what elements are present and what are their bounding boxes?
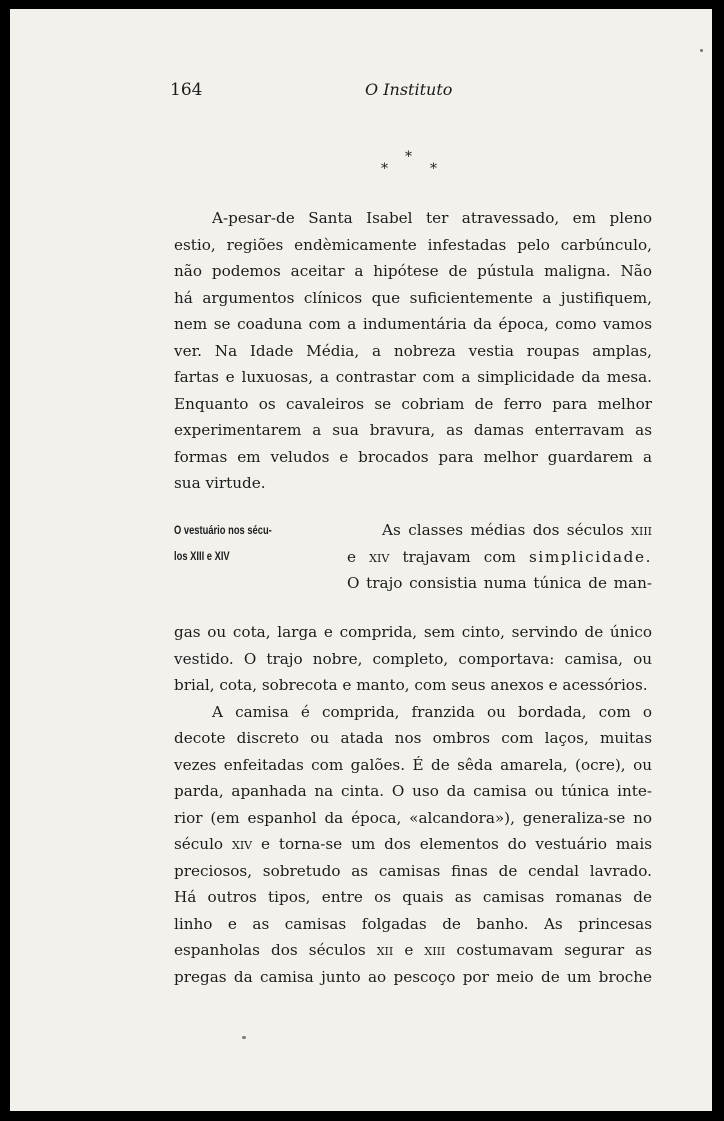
text-line: linho e as camisas folgadas de banho. As princesas — [174, 914, 652, 933]
text-line — [174, 831, 652, 858]
text-line: pregas da camisa junto ao pescoço por meio de um broche — [174, 967, 652, 986]
text-line: vestido. O trajo nobre, completo, comportava: camisa, ou — [174, 649, 652, 668]
ink-speck — [242, 1036, 246, 1039]
text-segment: espanholas dos séculos — [174, 941, 366, 959]
text-line: experimentarem a sua bravura, as damas enterravam as — [174, 421, 652, 439]
asterisk-right: * — [430, 161, 437, 177]
text-line: vezes enfeitadas com galões. É de sêda amarela, (ocre), ou — [174, 755, 652, 774]
roman-numeral: xiii — [424, 941, 446, 959]
marginal-heading-line: O vestuário nos sécu- — [174, 523, 272, 537]
text-line: não podemos aceitar a hipótese de pústula maligna. Não — [174, 262, 652, 280]
text-line: brial, cota, sobrecota e manto, com seus anexos e acessórios. — [174, 676, 648, 694]
text-segment: e — [347, 547, 356, 566]
text-line: formas em veludos e brocados para melhor guardarem a — [174, 447, 652, 466]
text-line: A camisa é comprida, franzida ou bordada, com o — [212, 702, 652, 721]
text-line: Enquanto os cavaleiros se cobriam de ferro para melhor — [174, 394, 652, 413]
text-line: preciosos, sobretudo as camisas finas de cendal lavrado. — [174, 861, 652, 880]
asterism-ornament — [375, 149, 455, 183]
text-line: gas ou cota, larga e comprida, sem cinto, servindo de único — [174, 623, 652, 641]
marginal-heading-line: los XIII e XIV — [174, 549, 230, 563]
asterisk-top: * — [405, 149, 412, 165]
book-page — [10, 9, 712, 1111]
text-line: ver. Na Idade Média, a nobreza vestia roupas amplas, — [174, 341, 652, 360]
text-line — [347, 544, 652, 571]
text-line: fartas e luxuosas, a contrastar com a simplicidade da mesa. — [174, 368, 652, 386]
text-segment: e — [404, 941, 414, 959]
emphasized-word: simplicidade. — [529, 547, 652, 566]
text-line: sua virtude. — [174, 474, 266, 492]
text-line: há argumentos clínicos que suficientemente a justifiquem, — [174, 288, 652, 307]
asterisk-left: * — [381, 161, 388, 177]
paragraph-1 — [174, 205, 652, 497]
roman-numeral: xiv — [231, 835, 253, 853]
paragraph-2-opening — [347, 517, 652, 597]
text-line: estio, regiões endèmicamente infestadas pelo carbúnculo, — [174, 235, 652, 254]
text-segment: As classes médias dos séculos — [382, 521, 624, 539]
marginal-heading — [174, 517, 334, 569]
text-line — [174, 937, 652, 964]
page-number: 164 — [170, 80, 203, 100]
text-segment: e torna-se um dos elementos do vestuário mais — [261, 835, 652, 853]
roman-numeral: xii — [376, 941, 394, 959]
page-header — [10, 80, 712, 104]
ink-speck — [700, 49, 703, 52]
text-line: nem se coaduna com a indumentária da época, como vamos — [174, 315, 652, 333]
text-line — [347, 517, 652, 544]
text-line: decote discreto ou atada nos ombros com laços, muitas — [174, 729, 652, 747]
text-line: A-pesar-de Santa Isabel ter atravessado, em pleno — [212, 209, 652, 227]
running-title: O Instituto — [365, 80, 453, 99]
roman-numeral: xiv — [369, 547, 390, 566]
text-segment: trajavam com — [402, 547, 516, 566]
paragraph-2-3 — [174, 619, 652, 990]
roman-numeral: xiii — [631, 521, 653, 539]
text-line: rior (em espanhol da época, «alcandora»), generaliza-se no — [174, 808, 652, 827]
text-segment: século — [174, 835, 224, 853]
text-segment: costumavam segurar as — [456, 941, 653, 959]
text-line: Há outros tipos, entre os quais as camisas romanas de — [174, 888, 652, 906]
text-line: O trajo consistia numa túnica de man- — [347, 574, 652, 592]
text-line: parda, apanhada na cinta. O uso da camisa ou túnica inte- — [174, 782, 652, 800]
